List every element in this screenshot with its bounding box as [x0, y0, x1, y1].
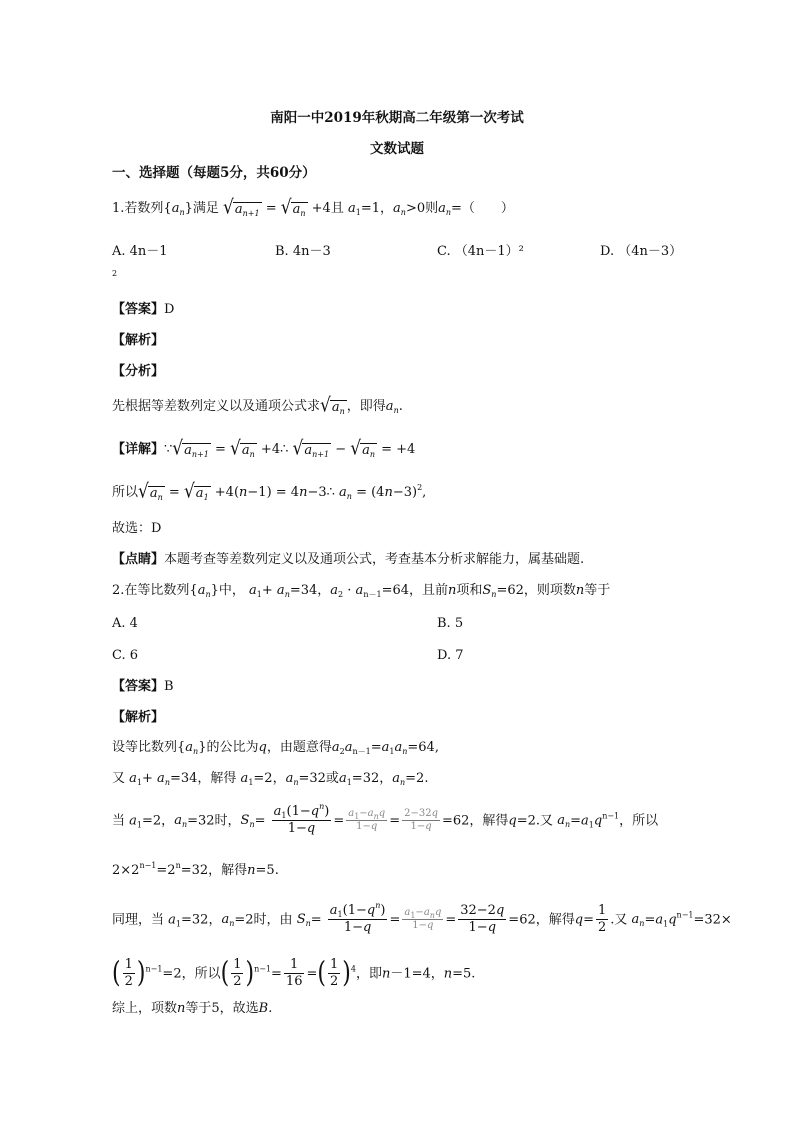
q2-step-6: ( $\frac{1}{2}$ )$^{n-1}$=2，所以( $\frac{1}{2}$ )$^{n-1}$= $\frac{1}{16}$ =( $\frac{1}{2}$ )$^4$，即n－1=4，n=5.: [112, 956, 476, 990]
q2-option-c: C. 6: [112, 648, 139, 663]
q1-stem: 1.若数列$\{a_n\}$满足 $√a_{n+1} = √a_n +4$且 $a_1=1$，$a_n>0$则$a_n=$（ ）: [112, 196, 514, 220]
section-heading: 一、选择题（每题5分，共60分）: [112, 165, 316, 181]
q2-stem: 2.在等比数列$\{a_n\}$中， $a_1+ a_n=34$，$a_2 \cdot a_{n-1}=64$，且前n项和$S_n=62$，则项数n等于: [112, 583, 611, 599]
q2-option-d: D. 7: [437, 648, 464, 663]
q1-detail: 【详解】$\because√a_{n+1} = √a_n$ +4∴ $√a_{n+1} - √a_n = +4$: [112, 437, 416, 461]
exam-subtitle: 文数试题: [370, 141, 424, 157]
q1-choice: 故选：D: [112, 521, 162, 536]
q2-analysis-label: 【解析】: [112, 710, 165, 725]
q2-option-a: A. 4: [112, 616, 138, 631]
q1-option-d-wrap: 2: [112, 269, 118, 278]
q1-option-b: B. 4n－3: [275, 244, 331, 259]
q2-step-1: 设等比数列$\{a_n\}$的公比为q，由题意得$a_2a_{n-1}=a_1a_n=64$,: [112, 740, 439, 756]
q1-option-d: D. （4n－3）: [600, 244, 683, 259]
q2-option-b: B. 5: [437, 616, 464, 631]
q2-step-2: 又 $a_1+ a_n=34$，解得 $a_1=2$，$a_n=32$或$a_1=32$，$a_n=2$.: [112, 771, 429, 787]
q1-option-a: A. 4n－1: [112, 244, 168, 259]
q1-fenxi-label: 【分析】: [112, 364, 165, 379]
q1-answer: 【答案】D: [112, 302, 175, 317]
q2-step-3: 当 $a_1=2$，$a_n=32$时，$S_n=$ $\frac{a_1(1-q^n)}{1-q}$ = $\frac{a_1-a_nq}{1-q}$ = $\frac{2-32q}{1-q}$ =62，解得q=2.又 $a_n=a_1q^{n-1}$，所以: [112, 802, 659, 837]
q2-options: [0, 616, 794, 666]
q1-analysis-label: 【解析】: [112, 333, 165, 348]
q1-option-c: C. （4n－1）²: [437, 244, 524, 259]
q1-comment: 【点睛】本题考查等差数列定义以及通项公式，考查基本分析求解能力，属基础题.: [112, 552, 585, 567]
q2-conclusion: 综上，项数n等于5，故选B.: [112, 1001, 273, 1016]
exam-title: 南阳一中2019年秋期高二年级第一次考试: [270, 110, 524, 126]
q1-fenxi-text: 先根据等差数列定义以及通项公式求$√a_n$ ，即得$a_n$.: [112, 394, 403, 418]
q1-derivation: 所以$√a_n = √a_1 +4(n-1)$ = 4n−3∴ $a_n = (4n-3)^2$,: [112, 480, 427, 504]
q2-step-5: 同理，当 $a_1=32$，$a_n=2$时，由 $S_n=$ $\frac{a_1(1-q^n)}{1-q}$ = $\frac{a_1-a_nq}{1-q}$ = $\frac{32-2q}{1-q}$ =62，解得q= $\frac{1}{2}$ .又 $a_n=a_1q^{n-1}=32\times$: [112, 901, 732, 936]
q2-step-4: $2\times 2^{n-1}=2^n=32$，解得n=5.: [112, 861, 279, 878]
q2-answer: 【答案】B: [112, 679, 174, 694]
